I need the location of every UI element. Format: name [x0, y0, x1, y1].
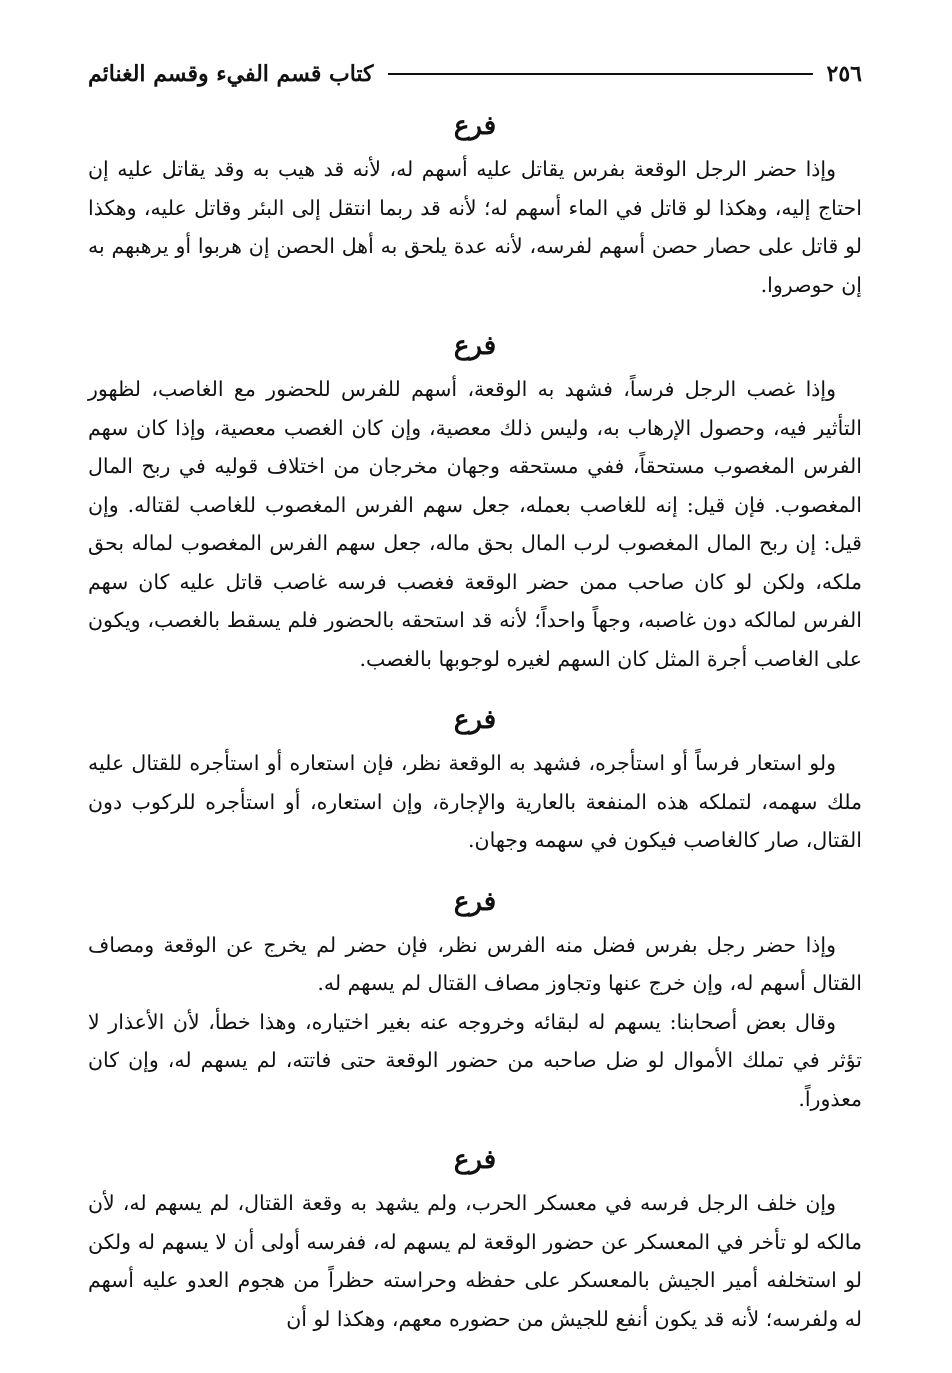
paragraph: وإذا غصب الرجل فرساً، فشهد به الوقعة، أسهم للفرس للحضور مع الغاصب، لظهور التأثير فيه، وحصول الإرهاب به، وليس ذلك معصية، وإن كان الغصب معصية، وإذا كان سهم الفرس المغصوب مستحقاً، ففي مستحقه وجهان مخرجان من اختلاف قوليه في ربح المال المغصوب. فإن قيل: إنه للغاصب بعمله، جعل سهم الفرس المغصوب للغاصب لقتاله. وإن قيل: إن ربح المال المغصوب لرب المال بحق ماله، جعل سهم الفرس المغصوب لماله بحق ملكه، ولكن لو كان صاحب ممن حضر الوقعة فغصب فرسه غاصب قاتل عليه كان سهم الفرس لمالكه دون غاصبه، وجهاً واحداً؛ لأنه قد استحقه بالحضور فلم يسقط بالغصب، ويكون على الغاصب أجرة المثل كان السهم لغيره لوجوبها بالغصب.: [88, 377, 862, 671]
book-title: كتاب قسم الفيء وقسم الغنائم: [88, 61, 374, 87]
section-5: [88, 1140, 862, 1338]
section-2: [88, 326, 862, 678]
page-number: ٢٥٦: [826, 61, 862, 87]
section-heading: فرع: [453, 886, 497, 917]
running-header: [88, 52, 862, 96]
section-4: [88, 882, 862, 1119]
paragraph: وإذا حضر الرجل الوقعة بفرس يقاتل عليه أسهم له، لأنه قد هيب به وقد يقاتل عليه إن احتاج إليه، وهكذا لو قاتل في الماء أسهم له؛ لأنه قد ربما انتقل إلى البئر وقاتل عليه، وهكذا لو قاتل على حصار حصن أسهم لفرسه، لأنه عدة يلحق به أهل الحصن إن هربوا أو يرهبهم به إن حوصروا.: [88, 157, 862, 297]
section-heading: فرع: [453, 1145, 497, 1175]
section-1: [88, 106, 862, 304]
section-heading: فرع: [453, 111, 497, 141]
paragraph: وإن خلف الرجل فرسه في معسكر الحرب، ولم يشهد به وقعة القتال، لم يسهم له، لأن مالكه لو تأخر في المعسكر عن حضور الوقعة لم يسهم له، ففرسه أولى أن لا يسهم له ولكن لو استخلفه أمير الجيش بالمعسكر على حفظه وحراسته حظراً من هجوم العدو عليه أسهم له ولفرسه؛ لأنه قد يكون أنفع للجيش من حضوره معهم، وهكذا لو أن: [88, 1191, 862, 1331]
header-rule: [388, 73, 813, 75]
section-3: [88, 700, 862, 860]
paragraph: ولو استعار فرساً أو استأجره، فشهد به الوقعة نظر، فإن استعاره أو استأجره للقتال عليه ملك سهمه، لتملكه هذه المنفعة بالعارية والإجارة، وإن استعاره، أو استأجره للركوب دون القتال، صار كالغاصب فيكون في سهمه وجهان.: [88, 751, 862, 852]
paragraph: وإذا حضر رجل بفرس فضل منه الفرس نظر، فإن حضر لم يخرج عن الوقعة ومصاف القتال أسهم له، وإن خرج عنها وتجاوز مصاف القتال لم يسهم له.: [88, 932, 862, 995]
paragraph: وقال بعض أصحابنا: يسهم له لبقائه وخروجه عنه بغير اختياره، وهذا خطأ، لأن الأعذار لا تؤثر في تملك الأموال لو ضل صاحبه من حضور الوقعة حتى فاتته، لم يسهم له، وإن كان معذوراً.: [88, 1009, 862, 1111]
section-heading: فرع: [453, 331, 497, 361]
section-heading: فرع: [453, 705, 497, 735]
